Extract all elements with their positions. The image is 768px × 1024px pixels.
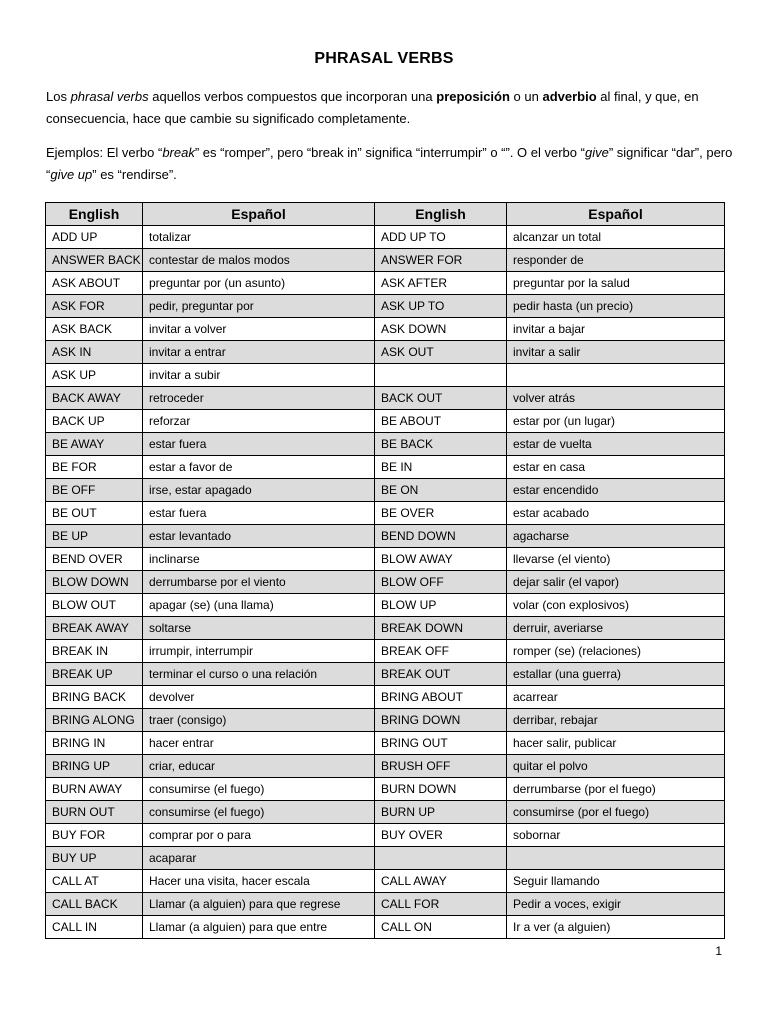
examples-italic-term: break bbox=[162, 145, 195, 160]
cell-english bbox=[375, 364, 507, 387]
cell-english: ANSWER BACK bbox=[46, 249, 143, 272]
cell-english: CALL FOR bbox=[375, 893, 507, 916]
cell-espanol: estar encendido bbox=[507, 479, 725, 502]
cell-english: BE ABOUT bbox=[375, 410, 507, 433]
cell-english: CALL IN bbox=[46, 916, 143, 939]
table-row bbox=[46, 732, 725, 755]
cell-espanol: Ir a ver (a alguien) bbox=[507, 916, 725, 939]
page-title: PHRASAL VERBS bbox=[314, 50, 454, 67]
cell-espanol: irse, estar apagado bbox=[143, 479, 375, 502]
cell-espanol: estar en casa bbox=[507, 456, 725, 479]
header-english: English bbox=[46, 203, 143, 226]
table-row bbox=[46, 387, 725, 410]
cell-espanol: derrumbarse (por el fuego) bbox=[507, 778, 725, 801]
cell-english: ASK DOWN bbox=[375, 318, 507, 341]
cell-english: BREAK OUT bbox=[375, 663, 507, 686]
table-row bbox=[46, 640, 725, 663]
cell-espanol: estar de vuelta bbox=[507, 433, 725, 456]
cell-espanol: quitar el polvo bbox=[507, 755, 725, 778]
table-row bbox=[46, 617, 725, 640]
cell-espanol: responder de bbox=[507, 249, 725, 272]
cell-english: BREAK IN bbox=[46, 640, 143, 663]
cell-espanol bbox=[507, 364, 725, 387]
cell-english: BLOW DOWN bbox=[46, 571, 143, 594]
cell-espanol: romper (se) (relaciones) bbox=[507, 640, 725, 663]
cell-espanol: alcanzar un total bbox=[507, 226, 725, 249]
cell-espanol: reforzar bbox=[143, 410, 375, 433]
cell-espanol: inclinarse bbox=[143, 548, 375, 571]
cell-english: BRING DOWN bbox=[375, 709, 507, 732]
table-row bbox=[46, 226, 725, 249]
cell-espanol: estar a favor de bbox=[143, 456, 375, 479]
cell-espanol: comprar por o para bbox=[143, 824, 375, 847]
cell-espanol: sobornar bbox=[507, 824, 725, 847]
cell-espanol: Pedir a voces, exigir bbox=[507, 893, 725, 916]
cell-espanol: invitar a bajar bbox=[507, 318, 725, 341]
table-row bbox=[46, 755, 725, 778]
intro-text: o un bbox=[509, 89, 543, 104]
cell-english: BEND DOWN bbox=[375, 525, 507, 548]
cell-english: BURN DOWN bbox=[375, 778, 507, 801]
cell-espanol: derrumbarse por el viento bbox=[143, 571, 375, 594]
table-row bbox=[46, 341, 725, 364]
cell-espanol: pedir, preguntar por bbox=[143, 295, 375, 318]
cell-espanol: estallar (una guerra) bbox=[507, 663, 725, 686]
cell-english: BEND OVER bbox=[46, 548, 143, 571]
table-body bbox=[46, 226, 725, 939]
table-row bbox=[46, 663, 725, 686]
cell-english: BRING OUT bbox=[375, 732, 507, 755]
cell-english: BREAK DOWN bbox=[375, 617, 507, 640]
examples-italic-term: give bbox=[584, 145, 609, 160]
cell-english: ASK ABOUT bbox=[46, 272, 143, 295]
table-row bbox=[46, 364, 725, 387]
table-row bbox=[46, 594, 725, 617]
table-row bbox=[46, 433, 725, 456]
table-row bbox=[46, 249, 725, 272]
cell-espanol: acarrear bbox=[507, 686, 725, 709]
cell-english: BLOW UP bbox=[375, 594, 507, 617]
table-row bbox=[46, 272, 725, 295]
cell-english: ASK AFTER bbox=[375, 272, 507, 295]
cell-english: BREAK UP bbox=[46, 663, 143, 686]
cell-english: ASK IN bbox=[46, 341, 143, 364]
cell-english: CALL ON bbox=[375, 916, 507, 939]
cell-english: BREAK AWAY bbox=[46, 617, 143, 640]
cell-espanol: preguntar por (un asunto) bbox=[143, 272, 375, 295]
cell-english: BRUSH OFF bbox=[375, 755, 507, 778]
examples-paragraph bbox=[46, 142, 736, 186]
table-row bbox=[46, 318, 725, 341]
table-row bbox=[46, 801, 725, 824]
cell-english: BE OFF bbox=[46, 479, 143, 502]
examples-italic-term: give up bbox=[50, 167, 93, 182]
cell-espanol: consumirse (el fuego) bbox=[143, 778, 375, 801]
cell-espanol: invitar a volver bbox=[143, 318, 375, 341]
cell-espanol: hacer salir, publicar bbox=[507, 732, 725, 755]
header-espanol: Español bbox=[507, 203, 725, 226]
cell-english: ADD UP TO bbox=[375, 226, 507, 249]
intro-text: Los bbox=[46, 89, 71, 104]
cell-espanol: consumirse (el fuego) bbox=[143, 801, 375, 824]
intro-text: al final, y que, en consecuencia, hace que cambie su significado completamente. bbox=[46, 89, 699, 126]
cell-english: CALL BACK bbox=[46, 893, 143, 916]
cell-english: ANSWER FOR bbox=[375, 249, 507, 272]
page-number: 1 bbox=[715, 944, 722, 958]
phrasal-verbs-table bbox=[45, 202, 725, 939]
cell-english: BRING ABOUT bbox=[375, 686, 507, 709]
cell-english: BE AWAY bbox=[46, 433, 143, 456]
cell-english: BACK AWAY bbox=[46, 387, 143, 410]
cell-english: BLOW AWAY bbox=[375, 548, 507, 571]
cell-espanol: volver atrás bbox=[507, 387, 725, 410]
cell-english bbox=[375, 847, 507, 870]
cell-english: CALL AWAY bbox=[375, 870, 507, 893]
cell-espanol bbox=[507, 847, 725, 870]
intro-bold-term: adverbio bbox=[542, 89, 597, 104]
cell-english: ASK OUT bbox=[375, 341, 507, 364]
cell-english: BE IN bbox=[375, 456, 507, 479]
cell-english: BRING ALONG bbox=[46, 709, 143, 732]
cell-espanol: Llamar (a alguien) para que regrese bbox=[143, 893, 375, 916]
cell-english: BURN UP bbox=[375, 801, 507, 824]
table-row bbox=[46, 916, 725, 939]
cell-english: BE ON bbox=[375, 479, 507, 502]
table-row bbox=[46, 525, 725, 548]
cell-english: BURN OUT bbox=[46, 801, 143, 824]
cell-espanol: traer (consigo) bbox=[143, 709, 375, 732]
cell-espanol: totalizar bbox=[143, 226, 375, 249]
cell-espanol: Seguir llamando bbox=[507, 870, 725, 893]
cell-espanol: invitar a subir bbox=[143, 364, 375, 387]
cell-espanol: devolver bbox=[143, 686, 375, 709]
cell-english: BACK UP bbox=[46, 410, 143, 433]
cell-english: ASK FOR bbox=[46, 295, 143, 318]
cell-english: BUY UP bbox=[46, 847, 143, 870]
cell-espanol: contestar de malos modos bbox=[143, 249, 375, 272]
cell-espanol: criar, educar bbox=[143, 755, 375, 778]
header-espanol: Español bbox=[143, 203, 375, 226]
table-row bbox=[46, 686, 725, 709]
cell-english: BREAK OFF bbox=[375, 640, 507, 663]
header-english: English bbox=[375, 203, 507, 226]
cell-espanol: Llamar (a alguien) para que entre bbox=[143, 916, 375, 939]
cell-english: BE FOR bbox=[46, 456, 143, 479]
cell-english: BE BACK bbox=[375, 433, 507, 456]
intro-paragraph bbox=[46, 86, 736, 130]
cell-english: BUY FOR bbox=[46, 824, 143, 847]
examples-text: ” es “rendirse”. bbox=[92, 167, 177, 182]
table-row bbox=[46, 778, 725, 801]
cell-english: BE OUT bbox=[46, 502, 143, 525]
cell-espanol: estar acabado bbox=[507, 502, 725, 525]
table-row bbox=[46, 571, 725, 594]
table-row bbox=[46, 548, 725, 571]
table-row bbox=[46, 410, 725, 433]
examples-text: ” es “romper”, pero “break in” significa “interrumpir” o “”. O el verbo “ bbox=[194, 145, 585, 160]
cell-espanol: invitar a entrar bbox=[143, 341, 375, 364]
cell-english: BRING IN bbox=[46, 732, 143, 755]
cell-espanol: estar por (un lugar) bbox=[507, 410, 725, 433]
cell-espanol: dejar salir (el vapor) bbox=[507, 571, 725, 594]
cell-english: ADD UP bbox=[46, 226, 143, 249]
cell-espanol: apagar (se) (una llama) bbox=[143, 594, 375, 617]
cell-english: ASK BACK bbox=[46, 318, 143, 341]
table-row bbox=[46, 847, 725, 870]
intro-text: aquellos verbos compuestos que incorporan una bbox=[148, 89, 437, 104]
cell-espanol: derribar, rebajar bbox=[507, 709, 725, 732]
cell-espanol: preguntar por la salud bbox=[507, 272, 725, 295]
examples-text: ” significar “dar”, pero “ bbox=[46, 145, 733, 182]
cell-espanol: acaparar bbox=[143, 847, 375, 870]
cell-espanol: hacer entrar bbox=[143, 732, 375, 755]
table-row bbox=[46, 456, 725, 479]
cell-espanol: soltarse bbox=[143, 617, 375, 640]
table-row bbox=[46, 870, 725, 893]
table-row bbox=[46, 824, 725, 847]
examples-text: Ejemplos: El verbo “ bbox=[46, 145, 163, 160]
cell-english: ASK UP bbox=[46, 364, 143, 387]
table-header-row bbox=[46, 203, 725, 226]
cell-espanol: Hacer una visita, hacer escala bbox=[143, 870, 375, 893]
cell-english: BLOW OUT bbox=[46, 594, 143, 617]
intro-italic-term: phrasal verbs bbox=[70, 89, 149, 104]
cell-espanol: llevarse (el viento) bbox=[507, 548, 725, 571]
table-row bbox=[46, 893, 725, 916]
cell-english: BURN AWAY bbox=[46, 778, 143, 801]
cell-english: BE UP bbox=[46, 525, 143, 548]
cell-english: BRING BACK bbox=[46, 686, 143, 709]
cell-espanol: estar fuera bbox=[143, 502, 375, 525]
cell-english: ASK UP TO bbox=[375, 295, 507, 318]
table-row bbox=[46, 502, 725, 525]
cell-espanol: estar fuera bbox=[143, 433, 375, 456]
cell-espanol: pedir hasta (un precio) bbox=[507, 295, 725, 318]
cell-espanol: terminar el curso o una relación bbox=[143, 663, 375, 686]
cell-espanol: volar (con explosivos) bbox=[507, 594, 725, 617]
cell-espanol: estar levantado bbox=[143, 525, 375, 548]
cell-english: BLOW OFF bbox=[375, 571, 507, 594]
cell-english: BUY OVER bbox=[375, 824, 507, 847]
cell-espanol: agacharse bbox=[507, 525, 725, 548]
cell-espanol: derruir, averiarse bbox=[507, 617, 725, 640]
cell-english: BRING UP bbox=[46, 755, 143, 778]
cell-english: CALL AT bbox=[46, 870, 143, 893]
cell-english: BE OVER bbox=[375, 502, 507, 525]
table-row bbox=[46, 295, 725, 318]
cell-espanol: irrumpir, interrumpir bbox=[143, 640, 375, 663]
table-row bbox=[46, 709, 725, 732]
cell-english: BACK OUT bbox=[375, 387, 507, 410]
cell-espanol: consumirse (por el fuego) bbox=[507, 801, 725, 824]
cell-espanol: invitar a salir bbox=[507, 341, 725, 364]
table-row bbox=[46, 479, 725, 502]
intro-bold-term: preposición bbox=[436, 89, 510, 104]
cell-espanol: retroceder bbox=[143, 387, 375, 410]
